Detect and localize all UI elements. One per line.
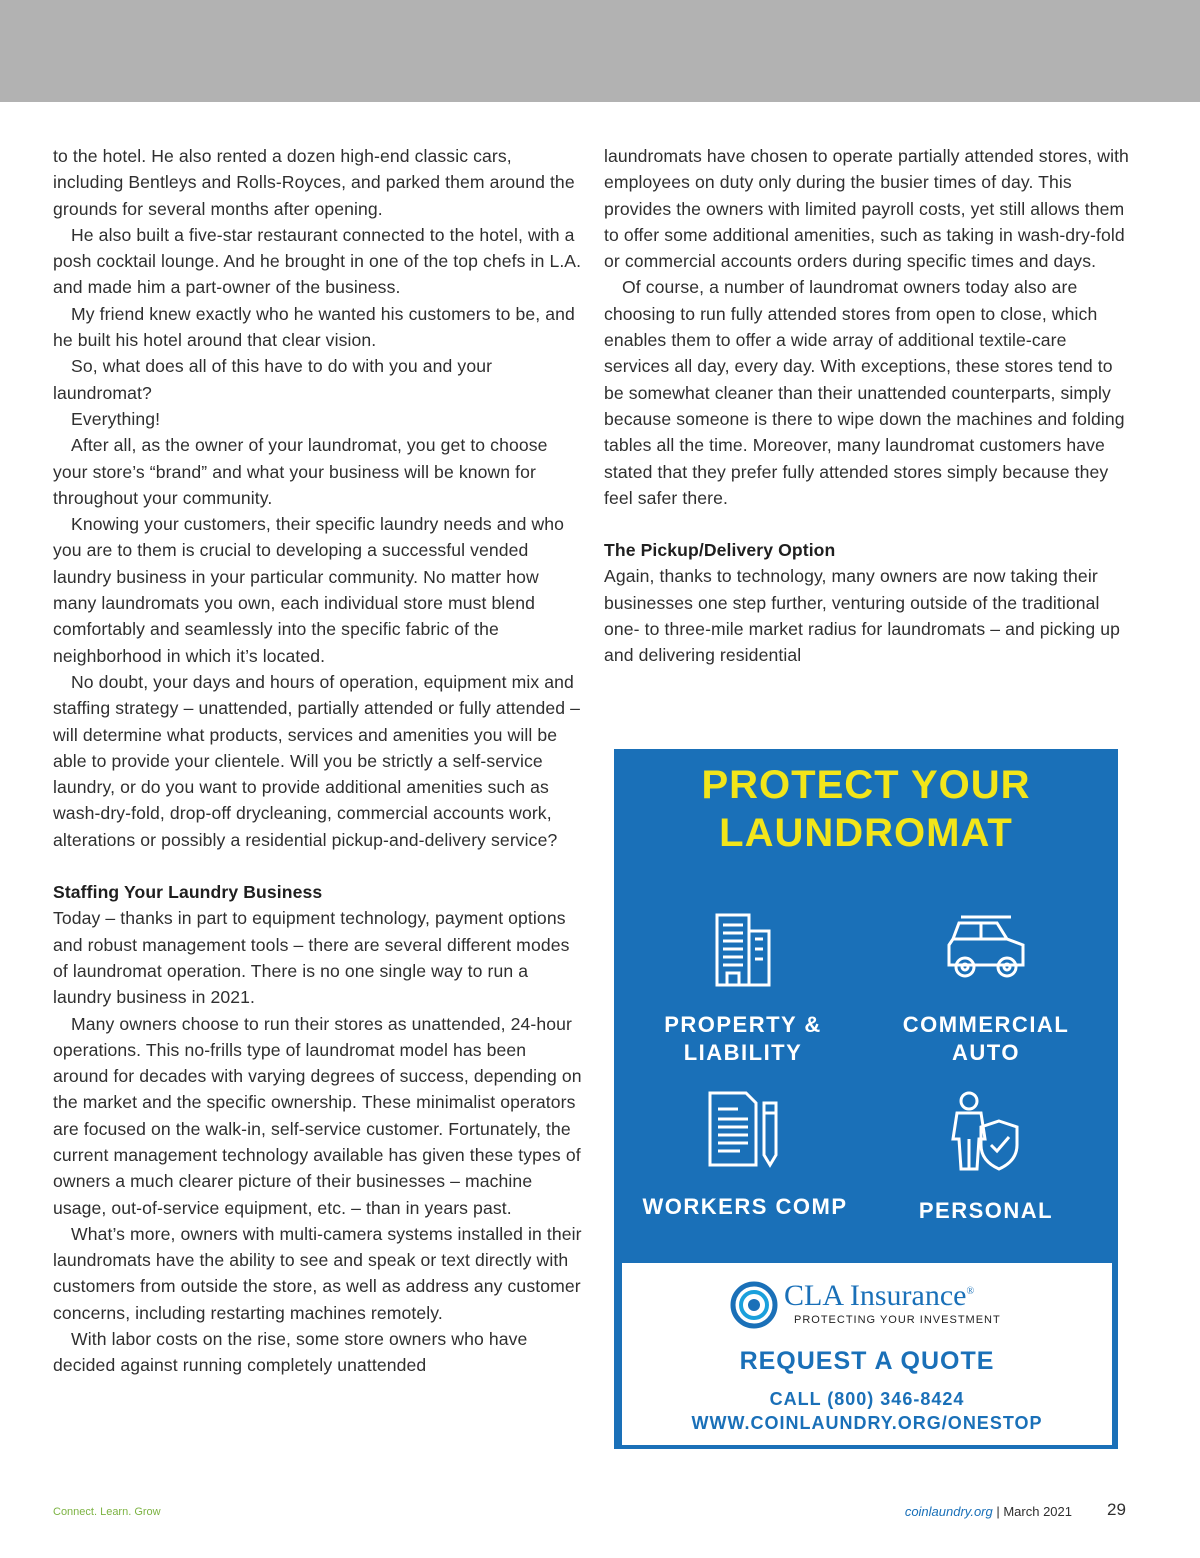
ad-item-workers-comp: WORKERS COMP bbox=[635, 1089, 855, 1221]
page-number: 29 bbox=[1107, 1500, 1126, 1519]
footer-publication: coinlaundry.org | March 2021 bbox=[904, 1504, 1072, 1519]
website-link[interactable]: WWW.COINLAUNDRY.ORG/ONESTOP bbox=[691, 1413, 1043, 1433]
phone-number[interactable]: CALL (800) 346-8424 bbox=[769, 1389, 965, 1409]
paragraph: to the hotel. He also rented a dozen high-end classic cars, including Bentleys and Rolls-Royces, and parked them around the grounds for several months after opening. bbox=[53, 146, 575, 219]
paragraph: With labor costs on the rise, some store owners who have decided against running completely unattended bbox=[53, 1329, 528, 1376]
paragraph: My friend knew exactly who he wanted his customers to be, and he built his hotel around that clear vision. bbox=[53, 303, 575, 351]
footer-date: March 2021 bbox=[1003, 1504, 1072, 1519]
ad-item-auto: COMMERCIAL AUTO bbox=[876, 909, 1096, 1067]
article-column-left bbox=[53, 143, 583, 1379]
paragraph: After all, as the owner of your laundromat, you get to choose your store’s “brand” and what your business will be known for throughout your community. bbox=[53, 435, 548, 508]
footer-site-link[interactable]: coinlaundry.org bbox=[904, 1504, 993, 1519]
car-icon bbox=[941, 909, 1031, 989]
paragraph: Knowing your customers, their specific laundry needs and who you are to them is crucial to developing a successful vended laundry business in your particular community. No matter how many laundromats you own, each individual store must blend comfortably and seamlessly into the specific fabric of the neighborhood in which it’s located. bbox=[53, 514, 565, 666]
building-icon bbox=[703, 909, 783, 989]
paragraph: Many owners choose to run their stores as unattended, 24-hour operations. This no-frills type of laundromat model has been around for decades with varying degrees of success, depending on the market and the specific ownership. These minimalist operators are focused on the walk-in, self-service customer. Fortunately, the current management technology available has given these types of owners a much clearer picture of their businesses – machine usage, out-of-service equipment, etc. – than in years past. bbox=[53, 1013, 582, 1218]
insurance-advertisement[interactable] bbox=[614, 749, 1118, 1449]
paragraph: Today – thanks in part to equipment technology, payment options and robust management tools – there are several different modes of laundromat operation. There is no one single way to run a laundry business in 2021. bbox=[53, 908, 570, 1008]
ad-item-personal: PERSONAL bbox=[876, 1089, 1096, 1225]
ad-contact-panel bbox=[622, 1263, 1112, 1445]
cla-swirl-icon bbox=[730, 1281, 780, 1329]
paragraph: He also built a five-star restaurant connected to the hotel, with a posh cocktail lounge. And he brought in one of the top chefs in L.A. and made him a part-owner of the business. bbox=[53, 224, 582, 298]
ad-headline: PROTECT YOUR LAUNDROMAT bbox=[701, 763, 1031, 855]
paragraph: laundromats have chosen to operate partially attended stores, with employees on duty only during the busier times of day. This provides the owners with limited payroll costs, yet still allows them to offer some additional amenities, such as taking in wash-dry-fold or commercial accounts orders during specific times and days. bbox=[604, 146, 1129, 272]
paragraph: Of course, a number of laundromat owners today also are choosing to run fully attended stores from open to close, which enables them to offer a wide array of additional textile-care services all day, every day. With exceptions, these stores tend to be somewhat cleaner than their unattended counterparts, simply because someone is there to wipe down the machines and folding tables all the time. Moreover, many laundromat customers have stated that they prefer fully attended stores simply because they feel safer there. bbox=[604, 277, 1125, 508]
ad-item-property: PROPERTY & LIABILITY bbox=[633, 909, 853, 1067]
paragraph: No doubt, your days and hours of operation, equipment mix and staffing strategy – unattended, partially attended or fully attended – will determine what products, services and amenities you will be able to provide your clientele. Will you be strictly a self-service laundry, or do you want to provide additional amenities such as wash-dry-fold, drop-off drycleaning, commercial accounts work, alterations or possibly a residential pickup-and-delivery service? bbox=[53, 671, 581, 850]
document-pen-icon bbox=[700, 1089, 790, 1169]
footer-tagline: Connect. Learn. Grow bbox=[53, 1506, 161, 1518]
article-column-right bbox=[604, 143, 1134, 669]
person-shield-icon bbox=[941, 1089, 1031, 1173]
paragraph: Everything! bbox=[71, 408, 161, 429]
section-heading: Staffing Your Laundry Business bbox=[53, 882, 323, 903]
top-band bbox=[0, 0, 1200, 102]
request-quote-text[interactable]: REQUEST A QUOTE bbox=[739, 1347, 995, 1375]
paragraph: What’s more, owners with multi-camera systems installed in their laundromats have the ability to see and speak or text directly with customers from outside the store, as well as address any customer concerns, including restarting machines remotely. bbox=[53, 1223, 582, 1323]
paragraph: So, what does all of this have to do with you and your laundromat? bbox=[53, 356, 493, 403]
cla-insurance-logo: CLA Insurance® PROTECTING YOUR INVESTMENT bbox=[730, 1281, 1020, 1329]
paragraph: Again, thanks to technology, many owners are now taking their businesses one step further, venturing outside of the traditional one- to three-mile market radius for laundromats – and picking up and delivering residential bbox=[604, 566, 1120, 666]
section-heading: The Pickup/Delivery Option bbox=[604, 540, 836, 561]
